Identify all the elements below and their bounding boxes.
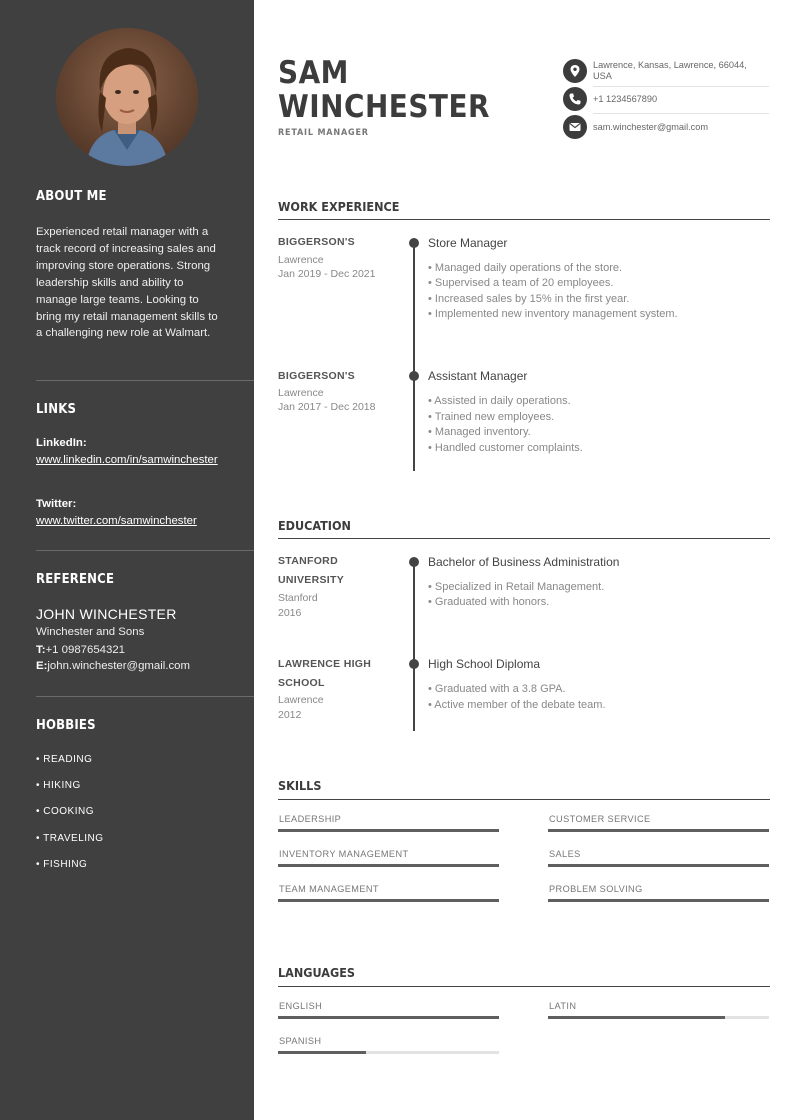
reference-name: JOHN WINCHESTER	[36, 606, 177, 622]
experience-dates: Jan 2017 - Dec 2018	[278, 401, 376, 413]
education-bullet: • Active member of the debate team.	[428, 699, 606, 711]
education-bullet: • Specialized in Retail Management.	[428, 581, 605, 593]
timeline-dot	[409, 659, 419, 669]
reference-email-value: john.winchester@gmail.com	[47, 660, 191, 672]
contact-email	[563, 115, 769, 139]
avatar	[56, 28, 198, 166]
contact-divider	[593, 113, 769, 114]
education-degree: High School Diploma	[428, 657, 541, 671]
reference-email-label: E:	[36, 660, 48, 672]
skill-bar	[548, 899, 769, 902]
language-bar	[278, 1016, 499, 1019]
skill-bar-fill	[278, 829, 499, 832]
links-heading: LINKS	[36, 402, 77, 417]
timeline-dot	[409, 371, 419, 381]
sidebar-divider	[36, 380, 254, 381]
hobby-item: • COOKING	[36, 806, 95, 817]
education-bullet: • Graduated with a 3.8 GPA.	[428, 683, 566, 695]
contact-phone	[563, 87, 769, 111]
hobby-item: • HIKING	[36, 780, 81, 791]
phone-icon	[563, 87, 587, 111]
language-name: ENGLISH	[279, 1001, 323, 1011]
section-rule	[278, 799, 770, 800]
experience-bullet: • Handled customer complaints.	[428, 442, 583, 454]
experience-role: Assistant Manager	[428, 369, 528, 383]
experience-location: Lawrence	[278, 387, 324, 399]
education-bullet: • Graduated with honors.	[428, 596, 550, 608]
sidebar-divider	[36, 696, 254, 697]
experience-bullet: • Managed inventory.	[428, 426, 531, 438]
section-rule	[278, 538, 770, 539]
skill-name: CUSTOMER SERVICE	[549, 814, 651, 824]
education-location: Lawrence	[278, 694, 324, 706]
language-bar-fill	[548, 1016, 725, 1019]
experience-bullet: • Supervised a team of 20 employees.	[428, 277, 614, 289]
education-year: 2012	[278, 709, 302, 721]
experience-bullet: • Implemented new inventory management system.	[428, 308, 678, 320]
location-pin-icon	[563, 59, 587, 83]
education-degree: Bachelor of Business Administration	[428, 555, 620, 569]
email-text[interactable]: sam.winchester@gmail.com	[593, 122, 709, 132]
reference-email	[36, 660, 190, 672]
language-name: LATIN	[549, 1001, 577, 1011]
experience-heading: WORK EXPERIENCE	[278, 199, 400, 214]
skill-bar	[548, 864, 769, 867]
language-bar-fill	[278, 1016, 499, 1019]
language-name: SPANISH	[279, 1036, 322, 1046]
experience-role: Store Manager	[428, 236, 508, 250]
about-heading: ABOUT ME	[36, 189, 107, 204]
skill-bar-fill	[278, 864, 499, 867]
languages-heading: LANGUAGES	[278, 965, 355, 980]
job-title: RETAIL MANAGER	[278, 128, 369, 138]
skill-bar	[548, 829, 769, 832]
education-timeline	[413, 561, 415, 731]
hobby-item: • READING	[36, 754, 93, 765]
sidebar	[0, 0, 254, 1120]
skill-bar	[278, 899, 499, 902]
timeline-dot	[409, 238, 419, 248]
skill-name: TEAM MANAGEMENT	[279, 884, 379, 894]
reference-phone	[36, 644, 125, 656]
reference-phone-label: T:	[36, 644, 46, 656]
experience-timeline	[413, 243, 415, 471]
linkedin-link[interactable]: www.linkedin.com/in/samwinchester	[36, 454, 218, 466]
about-text: Experienced retail manager with a track record of increasing sales and improving store operations. Strong leadership skills and ability to manage large teams. Looking to bring my retail management skills to a challenging new role at Walmart.	[36, 226, 218, 340]
experience-company: BIGGERSON'S	[278, 370, 355, 382]
experience-bullet: • Managed daily operations of the store.	[428, 262, 623, 274]
language-bar-fill	[278, 1051, 366, 1054]
education-year: 2016	[278, 607, 302, 619]
experience-dates: Jan 2019 - Dec 2021	[278, 268, 376, 280]
experience-bullet: • Trained new employees.	[428, 411, 555, 423]
education-school: STANFORD UNIVERSITY	[278, 555, 345, 586]
skill-bar	[278, 864, 499, 867]
contact-address	[563, 59, 769, 85]
section-rule	[278, 219, 770, 220]
skill-bar	[278, 829, 499, 832]
section-rule	[278, 986, 770, 987]
timeline-dot	[409, 557, 419, 567]
sidebar-divider	[36, 550, 254, 551]
experience-bullet: • Increased sales by 15% in the first year.	[428, 293, 630, 305]
experience-location: Lawrence	[278, 254, 324, 266]
reference-heading: REFERENCE	[36, 572, 115, 587]
full-name	[278, 56, 490, 124]
education-heading: EDUCATION	[278, 518, 351, 533]
language-bar	[278, 1051, 499, 1054]
twitter-link[interactable]: www.twitter.com/samwinchester	[36, 515, 197, 527]
first-name: SAM	[278, 55, 349, 91]
reference-company: Winchester and Sons	[36, 626, 145, 638]
skill-name: INVENTORY MANAGEMENT	[279, 849, 409, 859]
skills-heading: SKILLS	[278, 778, 322, 793]
skill-bar-fill	[548, 899, 769, 902]
twitter-label: Twitter:	[36, 498, 77, 510]
skill-name: LEADERSHIP	[279, 814, 342, 824]
reference-phone-value: +1 0987654321	[45, 644, 126, 656]
language-bar	[548, 1016, 769, 1019]
education-location: Stanford	[278, 592, 318, 604]
skill-bar-fill	[278, 899, 499, 902]
linkedin-label: LinkedIn:	[36, 437, 87, 449]
experience-company: BIGGERSON'S	[278, 236, 355, 248]
hobby-item: • TRAVELING	[36, 833, 104, 844]
experience-bullet: • Assisted in daily operations.	[428, 395, 571, 407]
email-icon	[563, 115, 587, 139]
skill-name: PROBLEM SOLVING	[549, 884, 643, 894]
education-school: LAWRENCE HIGH SCHOOL	[278, 658, 372, 689]
phone-text: +1 1234567890	[593, 94, 658, 104]
hobby-item: • FISHING	[36, 859, 88, 870]
address-text: Lawrence, Kansas, Lawrence, 66044, USA	[593, 60, 747, 81]
skill-bar-fill	[548, 864, 769, 867]
last-name: WINCHESTER	[278, 89, 490, 125]
hobbies-heading: HOBBIES	[36, 718, 96, 733]
skill-name: SALES	[549, 849, 581, 859]
skill-bar-fill	[548, 829, 769, 832]
